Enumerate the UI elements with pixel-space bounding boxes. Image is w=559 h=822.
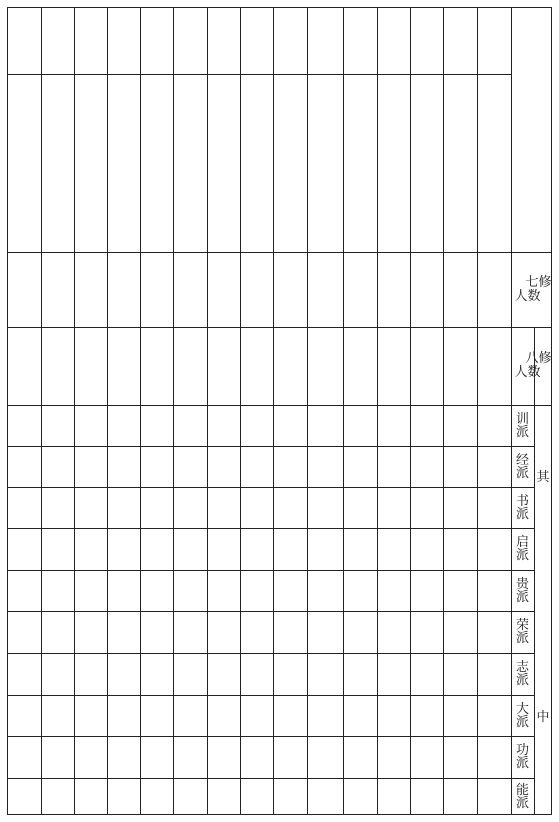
pai-label-char: 派 [515, 424, 529, 440]
pai-count [240, 446, 273, 487]
pai-count [7, 736, 41, 778]
pai-label-char: 派 [515, 506, 529, 522]
pai-count [107, 528, 140, 570]
pai-label [511, 778, 534, 815]
pai-label [511, 446, 534, 487]
pai-label-char: 训 [515, 411, 529, 427]
pai-count [41, 695, 74, 736]
address-cell [41, 74, 74, 252]
qixiu-header [511, 252, 552, 327]
pai-label-char: 能 [515, 782, 529, 798]
header-char [511, 15, 552, 41]
header-char [511, 43, 552, 69]
baxiu-count [307, 327, 343, 405]
pai-label-char: 经 [515, 452, 529, 468]
pai-count [377, 736, 410, 778]
genealogy-table [7, 7, 552, 815]
pai-count [443, 446, 477, 487]
pai-count [41, 653, 74, 695]
pai-count [477, 405, 511, 446]
baxiu-header-line2: 人数 [514, 365, 541, 380]
pai-label [511, 405, 534, 446]
pai-count [140, 736, 173, 778]
pai-count [74, 570, 107, 611]
pai-count [343, 487, 377, 528]
qixiu-count [173, 252, 207, 327]
pai-count [207, 778, 240, 815]
pai-count [443, 778, 477, 815]
pai-count [7, 653, 41, 695]
pai-count [207, 611, 240, 653]
pai-count [377, 778, 410, 815]
pai-count [410, 405, 443, 446]
pai-count [240, 695, 273, 736]
baxiu-count [240, 327, 273, 405]
pai-count [74, 695, 107, 736]
pai-label-char: 书 [515, 493, 529, 509]
pai-count [273, 446, 307, 487]
pai-count [377, 528, 410, 570]
pai-count [343, 611, 377, 653]
pai-count [377, 487, 410, 528]
address-cell [173, 74, 207, 252]
pai-count [207, 487, 240, 528]
pai-count [273, 405, 307, 446]
pai-count [74, 611, 107, 653]
column-group-label [107, 15, 140, 66]
baxiu-count [377, 327, 410, 405]
pai-label-char: 派 [515, 673, 529, 688]
pai-count [273, 778, 307, 815]
pai-count [207, 695, 240, 736]
pai-count [443, 736, 477, 778]
pai-count [240, 528, 273, 570]
pai-count [140, 446, 173, 487]
pai-count [443, 611, 477, 653]
pai-count [240, 570, 273, 611]
pai-count [410, 570, 443, 611]
pai-count [74, 528, 107, 570]
pai-count [377, 446, 410, 487]
address-cell [343, 74, 377, 252]
baxiu-header-line1: 八修 [525, 351, 552, 366]
baxiu-count [140, 327, 173, 405]
pai-count [173, 446, 207, 487]
header-char [511, 192, 552, 222]
pai-count [74, 487, 107, 528]
pai-count [207, 653, 240, 695]
pai-count [273, 736, 307, 778]
qixiu-count [377, 252, 410, 327]
pai-count [140, 405, 173, 446]
pai-count [7, 570, 41, 611]
address-cell [207, 74, 240, 252]
pai-count [443, 405, 477, 446]
baxiu-count [74, 327, 107, 405]
pai-count [240, 736, 273, 778]
pai-count [343, 446, 377, 487]
table-rule [140, 74, 173, 75]
table-rule [273, 74, 307, 75]
qixiu-header-line1: 七修 [525, 274, 552, 290]
pai-count [477, 736, 511, 778]
pai-label-char: 派 [515, 548, 529, 563]
pai-count [74, 405, 107, 446]
pai-count [307, 611, 343, 653]
pai-count [307, 736, 343, 778]
address-cell [410, 74, 443, 252]
pai-count [477, 653, 511, 695]
qixiu-count [207, 252, 240, 327]
pai-count [307, 528, 343, 570]
pai-count [173, 528, 207, 570]
pai-count [273, 570, 307, 611]
pai-label-char: 派 [515, 714, 529, 730]
pai-count [107, 405, 140, 446]
pai-count [410, 487, 443, 528]
pai-count [140, 695, 173, 736]
pai-count [410, 528, 443, 570]
pai-label-char: 大 [515, 701, 529, 717]
pai-count [173, 778, 207, 815]
pai-count [107, 695, 140, 736]
qixiu-count [7, 252, 41, 327]
pai-count [307, 695, 343, 736]
pai-label-char: 功 [515, 743, 529, 758]
pai-count [7, 446, 41, 487]
pai-label-char: 派 [515, 756, 529, 771]
pai-count [377, 611, 410, 653]
pai-count [140, 570, 173, 611]
qixiu-count [410, 252, 443, 327]
pai-count [107, 653, 140, 695]
pai-count [477, 528, 511, 570]
pai-count [343, 528, 377, 570]
pai-count [7, 611, 41, 653]
pai-count [377, 570, 410, 611]
pai-label [511, 611, 534, 653]
pai-count [140, 487, 173, 528]
pai-label-char: 贵 [515, 576, 529, 592]
pai-count [343, 653, 377, 695]
pai-count [173, 405, 207, 446]
pai-label [511, 736, 534, 778]
pai-label [511, 570, 534, 611]
group-mark-zhong: 中 [536, 709, 550, 725]
baxiu-count [7, 327, 41, 405]
pai-count [307, 778, 343, 815]
pai-count [7, 778, 41, 815]
pai-label-char: 荣 [515, 618, 529, 633]
pai-label [511, 487, 534, 528]
pai-count [343, 778, 377, 815]
pai-count [410, 653, 443, 695]
pai-count [140, 611, 173, 653]
pai-count [343, 695, 377, 736]
pai-count [477, 570, 511, 611]
qixiu-count [343, 252, 377, 327]
pai-count [410, 778, 443, 815]
pai-label [511, 695, 534, 736]
pai-count [307, 653, 343, 695]
address-cell [477, 74, 511, 252]
baxiu-count [410, 327, 443, 405]
pai-count [273, 653, 307, 695]
pai-count [240, 653, 273, 695]
pai-count [41, 446, 74, 487]
pai-label-char: 派 [515, 589, 529, 605]
pai-count [377, 695, 410, 736]
qixiu-count [41, 252, 74, 327]
pai-count [140, 528, 173, 570]
baxiu-count [343, 327, 377, 405]
pai-count [41, 528, 74, 570]
qixiu-count [107, 252, 140, 327]
qixiu-count [140, 252, 173, 327]
baxiu-count [207, 327, 240, 405]
pai-label-char: 启 [515, 535, 529, 550]
qixiu-count [74, 252, 107, 327]
pai-count [477, 611, 511, 653]
pai-label-char: 志 [515, 660, 529, 675]
qixiu-count [240, 252, 273, 327]
pai-label-char: 派 [515, 465, 529, 481]
pai-count [443, 570, 477, 611]
baxiu-header [511, 327, 552, 405]
address-cell [107, 74, 140, 252]
pai-count [443, 487, 477, 528]
pai-count [74, 736, 107, 778]
pai-count [7, 528, 41, 570]
pai-count [7, 405, 41, 446]
pai-count [443, 695, 477, 736]
pai-count [74, 446, 107, 487]
pai-count [240, 778, 273, 815]
pai-count [173, 611, 207, 653]
pai-count [307, 570, 343, 611]
pai-count [74, 653, 107, 695]
pai-count [207, 528, 240, 570]
baxiu-count [173, 327, 207, 405]
pai-count [107, 446, 140, 487]
pai-count [107, 611, 140, 653]
column-group-label [240, 15, 273, 66]
pai-count [343, 570, 377, 611]
pai-count [343, 405, 377, 446]
pai-count [273, 528, 307, 570]
pai-count [343, 736, 377, 778]
baxiu-count [107, 327, 140, 405]
pai-count [477, 446, 511, 487]
pai-count [377, 653, 410, 695]
pai-count [207, 570, 240, 611]
pai-count [307, 487, 343, 528]
baxiu-count [273, 327, 307, 405]
baxiu-count [41, 327, 74, 405]
pai-count [107, 736, 140, 778]
qixiu-count [307, 252, 343, 327]
qixiu-header-line2: 人数 [514, 288, 541, 304]
pai-count [7, 487, 41, 528]
pai-count [207, 736, 240, 778]
pai-count [443, 528, 477, 570]
group-mark-qi: 其 [536, 469, 550, 485]
address-cell [377, 74, 410, 252]
pai-count [140, 778, 173, 815]
baxiu-count [477, 327, 511, 405]
pai-label-char: 派 [515, 795, 529, 811]
pai-label [511, 653, 534, 695]
pai-count [240, 405, 273, 446]
qixiu-count [477, 252, 511, 327]
pai-count [173, 653, 207, 695]
pai-count [240, 611, 273, 653]
qixiu-count [273, 252, 307, 327]
pai-count [173, 695, 207, 736]
address-cell [74, 74, 107, 252]
pai-count [410, 446, 443, 487]
pai-count [140, 653, 173, 695]
pai-count [477, 487, 511, 528]
pai-count [173, 487, 207, 528]
pai-count [410, 695, 443, 736]
pai-count [74, 778, 107, 815]
pai-count [41, 611, 74, 653]
pai-count [307, 405, 343, 446]
header-char [511, 117, 552, 147]
pai-count [41, 736, 74, 778]
address-cell [7, 74, 41, 252]
pai-count [477, 778, 511, 815]
pai-count [273, 487, 307, 528]
baxiu-count [443, 327, 477, 405]
pai-count [273, 695, 307, 736]
pai-label-char: 派 [515, 631, 529, 646]
pai-count [107, 487, 140, 528]
table-rule [7, 7, 552, 8]
pai-count [410, 736, 443, 778]
pai-count [41, 778, 74, 815]
pai-count [377, 405, 410, 446]
qixiu-count [443, 252, 477, 327]
pai-count [41, 405, 74, 446]
pai-count [207, 446, 240, 487]
pai-count [207, 405, 240, 446]
pai-count [41, 487, 74, 528]
pai-count [307, 446, 343, 487]
address-cell [443, 74, 477, 252]
address-cell [240, 74, 273, 252]
pai-count [7, 695, 41, 736]
pai-label [511, 528, 534, 570]
pai-count [477, 695, 511, 736]
pai-count [173, 570, 207, 611]
pai-count [410, 611, 443, 653]
pai-count [240, 487, 273, 528]
address-cell [307, 74, 343, 252]
pai-count [41, 570, 74, 611]
pai-count [107, 570, 140, 611]
pai-count [173, 736, 207, 778]
pai-count [273, 611, 307, 653]
pai-count [443, 653, 477, 695]
pai-count [107, 778, 140, 815]
